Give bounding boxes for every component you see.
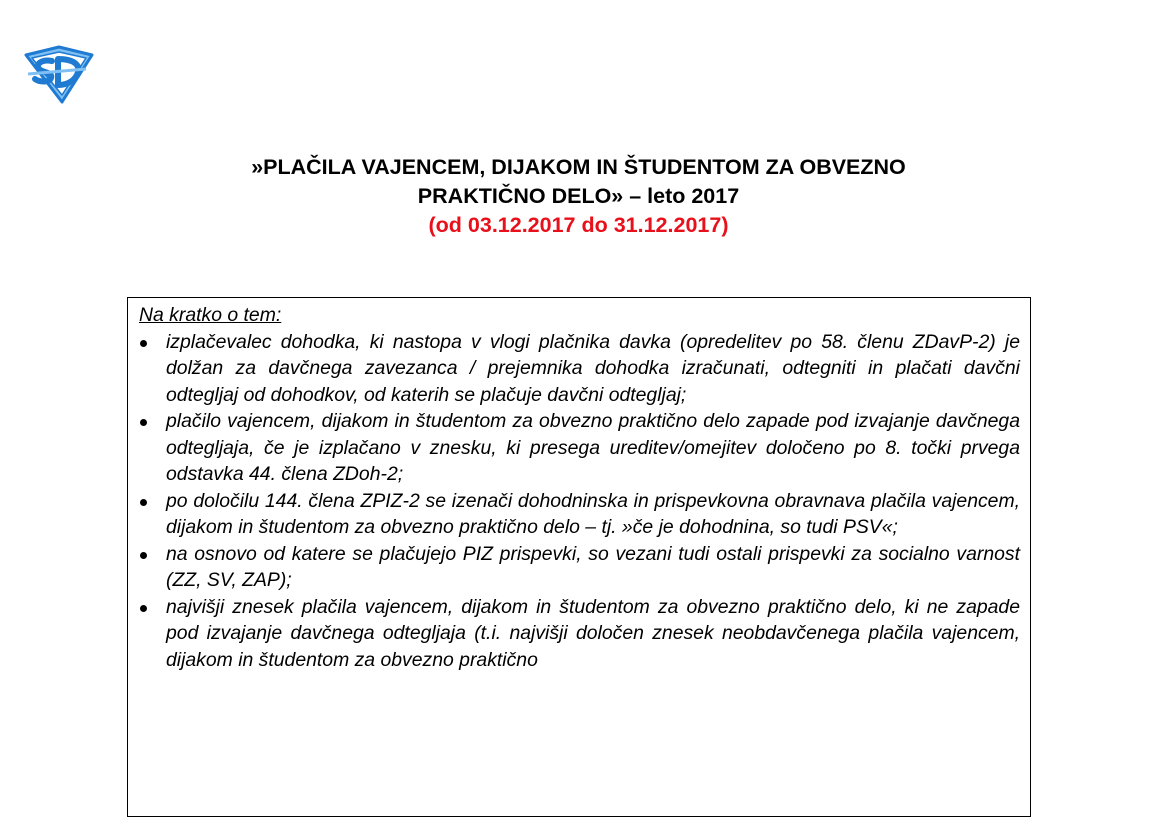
bullet-icon (140, 340, 147, 347)
sd-shield-logo-icon (22, 45, 96, 105)
list-item-text: izplačevalec dohodka, ki nastopa v vlogi plačnika davka (opredelitev po 58. členu ZDavP-2) je dolžan za davčnega zavezanca / prejemnika dohodka izračunati, odtegniti in plačati davčni odtegljaj od dohodkov, od katerih se plačuje davčni odtegljaj; (166, 330, 1020, 406)
title-line-2: PRAKTIČNO DELO» – leto 2017 (417, 184, 740, 208)
list-item-text: plačilo vajencem, dijakom in študentom za obvezno praktično delo zapade pod izvajanje davčnega odtegljaja, če je izplačano v znesku, ki presega ureditev/omejitev določeno po 8. točki prvega odstavka 44. člena ZDoh-2; (166, 410, 1020, 485)
bullet-icon (140, 499, 147, 506)
bullet-icon (140, 552, 147, 559)
list-item-text: po določilu 144. člena ZPIZ-2 se izenači dohodninska in prispevkovna obravnava plačila vajencem, dijakom in študentom za obvezno praktično delo – tj. »če je dohodnina, so tudi PSV«; (166, 489, 1020, 538)
title-line-1: »PLAČILA VAJENCEM, DIJAKOM IN ŠTUDENTOM ZA OBVEZNO (251, 155, 906, 179)
document-title (0, 153, 1157, 240)
list-item-text: najvišji znesek plačila vajencem, dijakom in študentom za obvezno praktično delo, ki ne zapade pod izvajanje davčnega odtegljaja (t.i. najvišji določen znesek neobdavčenega plačila vajencem, dijakom in študentom za obvezno praktično (166, 595, 1020, 671)
summary-box (127, 297, 1031, 817)
summary-heading: Na kratko o tem: (139, 304, 282, 326)
list-item (138, 408, 1020, 488)
bullet-icon (140, 605, 147, 612)
list-item-text: na osnovo od katere se plačujejo PIZ prispevki, so vezani tudi ostali prispevki za socialno varnost (ZZ, SV, ZAP); (166, 542, 1020, 591)
list-item (138, 541, 1020, 594)
title-date-range: (od 03.12.2017 do 31.12.2017) (428, 213, 729, 237)
list-item (138, 329, 1020, 409)
summary-bullet-list (138, 329, 1020, 674)
list-item (138, 488, 1020, 541)
sd-logo (22, 45, 96, 105)
list-item (138, 594, 1020, 674)
bullet-icon (140, 419, 147, 426)
